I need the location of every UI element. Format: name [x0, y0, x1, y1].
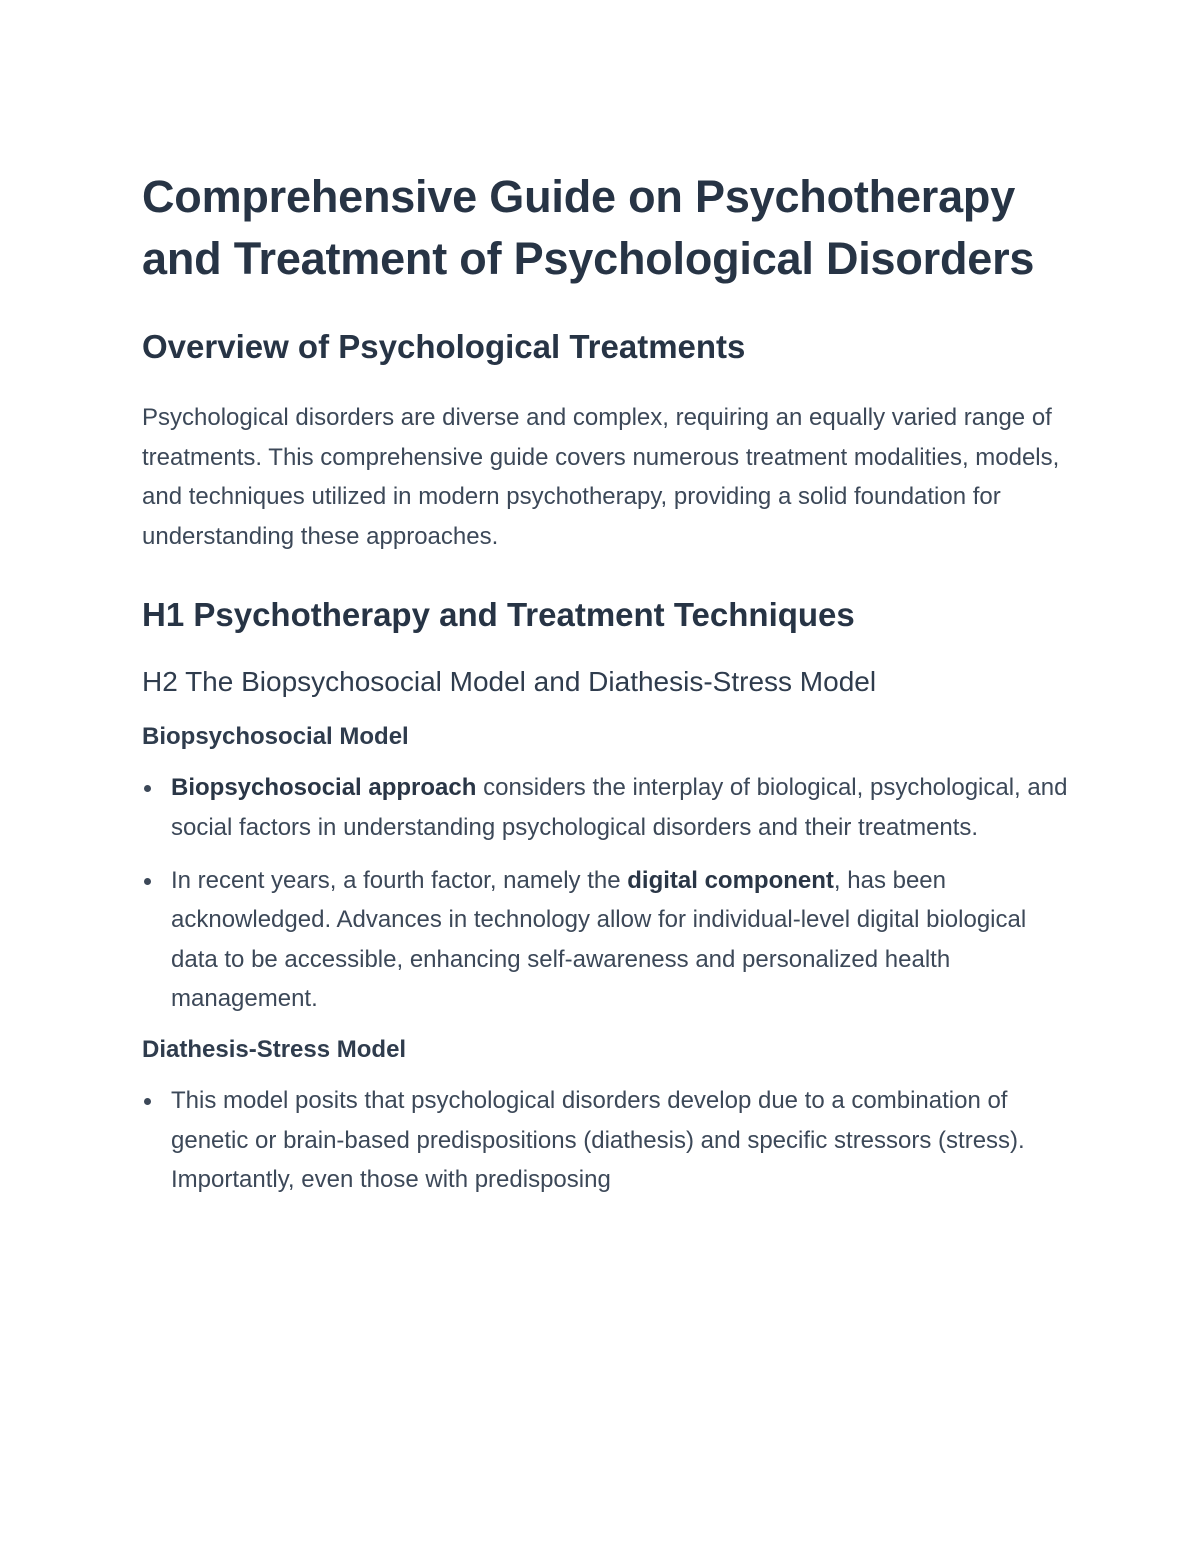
bullet-dot-icon	[144, 785, 151, 792]
h2-heading: H2 The Biopsychosocial Model and Diathesis-Stress Model	[142, 666, 877, 698]
bullet-tail: , has been acknowledged. Advances in technology allow for individual-level digital biological data to be accessible, enhancing self-awareness and personalized health management.	[171, 866, 1027, 1013]
bullet-lead: This model posits that psychological disorders develop due to a combination of genetic or brain-based predispositions (diathesis) and specific stressors (stress). Importantly, even those with predisposing	[171, 1086, 1025, 1194]
h1-heading: H1 Psychotherapy and Treatment Techniques	[142, 596, 855, 634]
overview-heading: Overview of Psychological Treatments	[142, 328, 746, 365]
bullet-tail: considers the interplay of biological, psychological, and social factors in understanding psychological disorders and their treatments.	[171, 774, 1068, 841]
list-item	[142, 768, 1072, 847]
diathesis-list	[142, 1081, 1072, 1200]
diathesis-heading: Diathesis-Stress Model	[142, 1035, 407, 1063]
list-item	[142, 861, 1072, 1019]
document-page	[142, 166, 1072, 1213]
bullet-dot-icon	[144, 878, 151, 885]
bullet-bold: Biopsychosocial approach	[171, 774, 477, 802]
bullet-lead: In recent years, a fourth factor, namely the	[171, 866, 628, 894]
biopsychosocial-heading: Biopsychosocial Model	[142, 723, 409, 751]
biopsychosocial-list	[142, 768, 1072, 1019]
list-item	[142, 1081, 1072, 1200]
bullet-dot-icon	[144, 1098, 151, 1105]
intro-paragraph: Psychological disorders are diverse and complex, requiring an equally varied range of treatments. This comprehensive guide covers numerous treatment modalities, models, and techniques utilized in modern psychotherapy, providing a solid foundation for understanding these approaches.	[142, 404, 1060, 550]
bullet-bold: digital component	[627, 866, 834, 894]
document-title: Comprehensive Guide on Psychotherapy and Treatment of Psychological Disorders	[142, 171, 1035, 284]
